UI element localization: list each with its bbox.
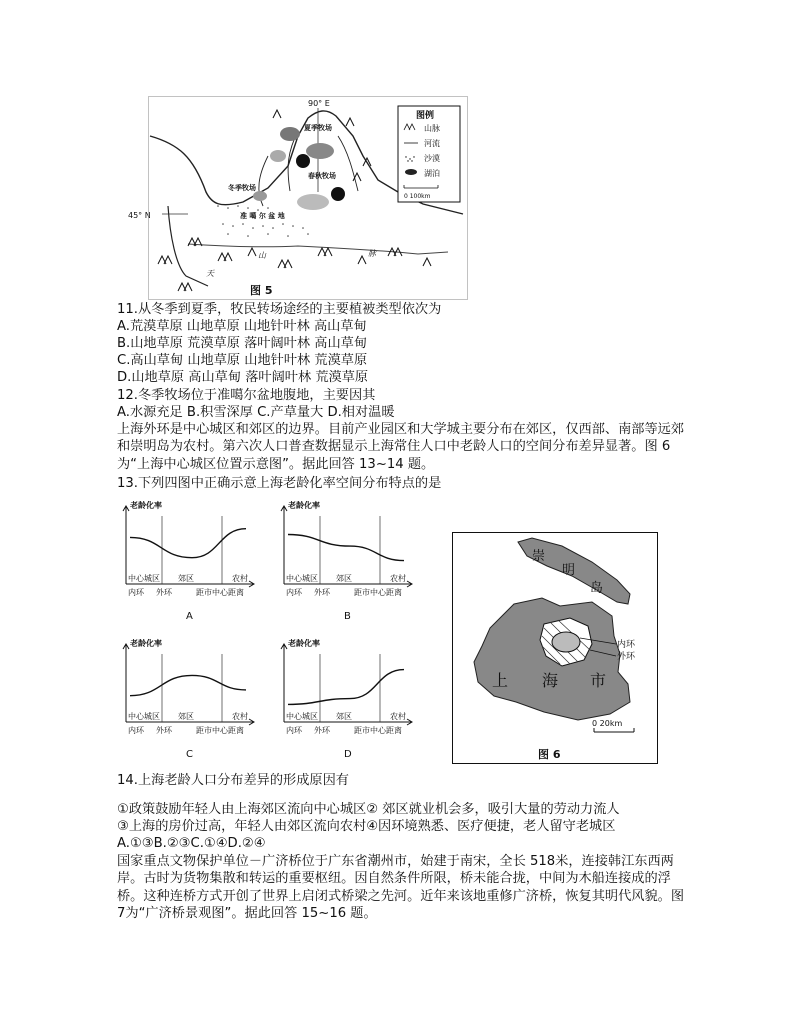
x-axis-label: 距市中心距离 xyxy=(196,726,244,735)
question-11-option-b: B.山地草原 荒漠草原 落叶阔叶林 高山草甸 xyxy=(117,336,368,351)
label-mai: 脉 xyxy=(368,249,376,258)
svg-text:河流: 河流 xyxy=(424,139,440,148)
graph-d xyxy=(281,638,412,760)
aging-rate-curve xyxy=(288,670,404,705)
question-11-stem: 11.从冬季到夏季，牧民转场途经的主要植被类型依次为 xyxy=(117,302,442,317)
question-12-options: A.水源充足 B.积雪深厚 C.产草量大 D.相对温暖 xyxy=(117,405,395,420)
question-11-option-c: C.高山草甸 山地草原 山地针叶林 荒漠草原 xyxy=(117,353,368,368)
zone-label: 农村 xyxy=(232,712,248,721)
question-14-statement-line-2: ③上海的房价过高，年轻人由郊区流向农村④因环境熟悉、医疗便捷，老人留守老城区 xyxy=(117,819,616,834)
longitude-label: 90° E xyxy=(308,99,330,108)
graph-letter: D xyxy=(344,749,352,760)
label-summer-pasture: 夏季牧场 xyxy=(304,124,332,132)
inner-ring-label: 内环 xyxy=(286,588,302,597)
svg-text:沙漠: 沙漠 xyxy=(424,154,440,163)
label-ming: 明 xyxy=(562,563,576,578)
zone-label: 中心城区 xyxy=(286,574,318,583)
y-axis-label: 老龄化率 xyxy=(288,501,320,510)
figure-6-caption: 图 6 xyxy=(538,748,561,761)
question-13-stem: 13.下列四图中正确示意上海老龄化率空间分布特点的是 xyxy=(117,476,442,491)
label-chong: 崇 xyxy=(532,549,546,564)
inner-ring-label: 内环 xyxy=(128,726,144,735)
question-14-stem: 14.上海老龄人口分布差异的形成原因有 xyxy=(117,773,349,788)
zone-label: 中心城区 xyxy=(286,712,318,721)
figure-5-map xyxy=(128,96,468,300)
label-shan: 山 xyxy=(258,251,266,260)
y-axis-label: 老龄化率 xyxy=(288,639,320,648)
y-axis-label: 老龄化率 xyxy=(130,501,162,510)
label-tian: 天 xyxy=(206,269,214,278)
question-14-options: A.①③B.②③C.①④D.②④ xyxy=(117,836,266,851)
graph-c xyxy=(123,638,254,760)
shanghai-intro-paragraph: 上海外环是中心城区和郊区的边界。目前产业园区和大学城主要分布在郊区，仅西部、南部等远郊和崇明岛为农村。第六次人口普查数据显示上海常住人口中老龄人口的空间分布差异显著。图 6为“上海中心城区位置示意图”。据此回答 13~14 题。 xyxy=(117,422,685,472)
zone-label: 农村 xyxy=(390,574,406,583)
question-12-stem: 12.冬季牧场位于准噶尔盆地腹地，主要因其 xyxy=(117,388,376,403)
label-winter-pasture: 冬季牧场 xyxy=(228,184,256,192)
zone-label: 郊区 xyxy=(336,712,352,721)
svg-text:湖泊: 湖泊 xyxy=(424,169,440,178)
guangji-bridge-paragraph: 国家重点文物保护单位－广济桥位于广东省潮州市，始建于南宋，全长 518米，连接韩江东西两岸。古时为货物集散和转运的重要枢纽。因自然条件所限，桥未能合拢，中间为木船连接成的浮桥。这种连桥方式开创了世界上启闭式桥梁之先河。近年来该地重修广济桥，恢复其明代风貌。图 7为“广济桥景观图”。据此回答 15~16 题。 xyxy=(117,854,685,921)
winter-pasture-marker xyxy=(297,194,329,210)
label-dao: 岛 xyxy=(590,581,604,596)
label-spring-autumn-pasture: 春秋牧场 xyxy=(308,172,336,180)
spring-autumn-pasture-marker xyxy=(296,154,310,168)
svg-text:0 20km: 0 20km xyxy=(592,719,623,728)
inner-ring-label: 内环 xyxy=(128,588,144,597)
outer-ring-label: 外环 xyxy=(156,588,172,597)
aging-rate-graphs xyxy=(112,494,422,766)
zone-label: 郊区 xyxy=(178,574,194,583)
graph-b xyxy=(281,500,412,622)
outer-ring-label: 外环 xyxy=(314,588,330,597)
figure-6-shanghai-map xyxy=(452,532,658,764)
question-11-option-a: A.荒漠草原 山地草原 山地针叶林 高山草甸 xyxy=(117,319,367,334)
graph-letter: A xyxy=(186,611,193,622)
label-hai: 海 xyxy=(542,671,559,690)
label-shang: 上 xyxy=(492,671,509,690)
aging-rate-curve xyxy=(288,535,404,561)
zone-label: 郊区 xyxy=(178,712,194,721)
label-outer-ring: 外环 xyxy=(617,652,636,662)
y-axis-label: 老龄化率 xyxy=(130,639,162,648)
question-14-statement-line-1: ①政策鼓励年轻人由上海郊区流向中心城区② 郊区就业机会多，吸引大量的劳动力流人 xyxy=(117,802,620,817)
label-shi: 市 xyxy=(590,671,607,690)
question-11-option-d: D.山地草原 高山草甸 落叶阔叶林 荒漠草原 xyxy=(117,370,369,385)
x-axis-label: 距市中心距离 xyxy=(354,726,402,735)
svg-text:图例: 图例 xyxy=(416,111,435,121)
inner-ring-area xyxy=(552,632,580,652)
zone-label: 郊区 xyxy=(336,574,352,583)
zone-label: 中心城区 xyxy=(128,712,160,721)
map-legend xyxy=(398,106,460,202)
figure-5-caption: 图 5 xyxy=(250,284,273,297)
latitude-label: 45° N xyxy=(128,211,151,220)
zone-label: 农村 xyxy=(232,574,248,583)
inner-ring-label: 内环 xyxy=(286,726,302,735)
label-basin: 准 噶 尔 盆 地 xyxy=(240,212,285,220)
outer-ring-label: 外环 xyxy=(156,726,172,735)
svg-text:0 100km: 0 100km xyxy=(404,193,431,200)
graph-letter: C xyxy=(186,749,193,760)
summer-pasture-marker xyxy=(280,127,300,141)
aging-rate-curve xyxy=(130,675,246,695)
graph-a xyxy=(123,500,254,622)
label-inner-ring: 内环 xyxy=(617,640,636,650)
x-axis-label: 距市中心距离 xyxy=(354,588,402,597)
zone-label: 中心城区 xyxy=(128,574,160,583)
x-axis-label: 距市中心距离 xyxy=(196,588,244,597)
svg-text:山脉: 山脉 xyxy=(424,124,440,133)
zone-label: 农村 xyxy=(390,712,406,721)
graph-letter: B xyxy=(344,611,351,622)
outer-ring-label: 外环 xyxy=(314,726,330,735)
aging-rate-curve xyxy=(130,529,246,558)
